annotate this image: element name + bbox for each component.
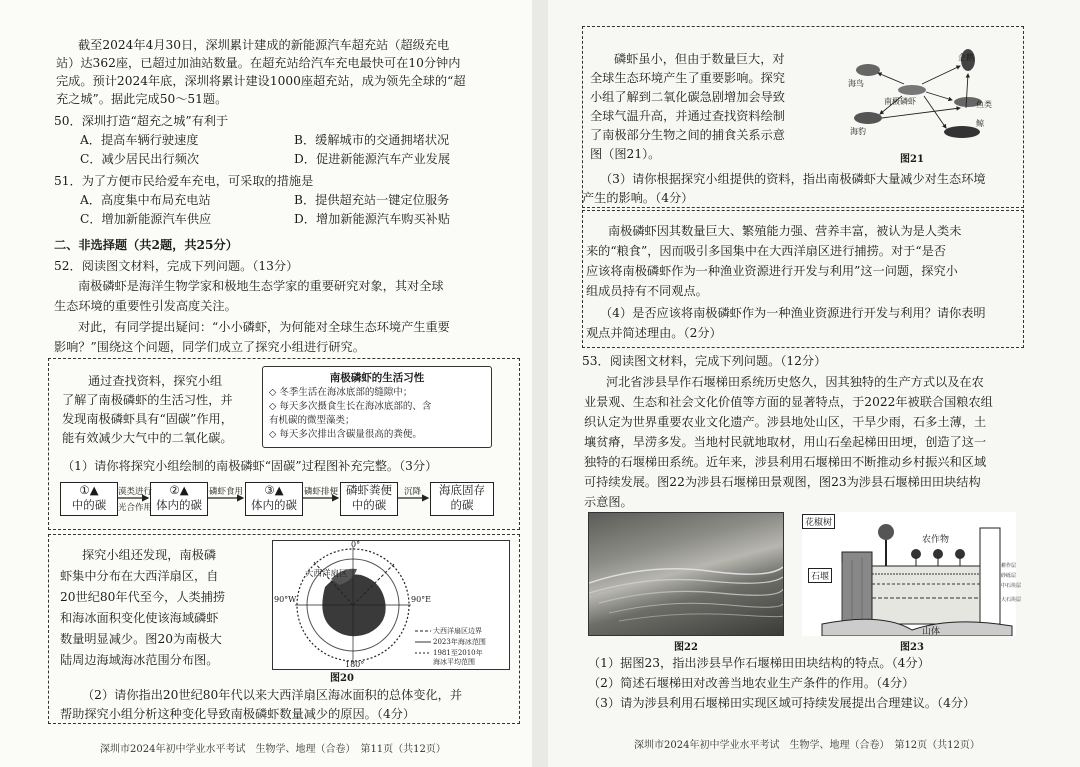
box-text: 南极磷虾因其数量巨大、繁殖能力强、营养丰富，被认为是人类未 bbox=[608, 224, 962, 238]
q53-3-prompt: （3）请为涉县利用石堰梯田实现区域可持续发展提出合理建议。（4分） bbox=[588, 696, 976, 710]
q50-option-b: B．缓解城市的交通拥堵状况 bbox=[294, 133, 450, 147]
arrow-label: 磷虾食用 bbox=[209, 487, 244, 497]
legend-item: 1981至2010年 bbox=[433, 649, 483, 657]
food-web-label: 鲸 bbox=[976, 119, 984, 128]
box-text: 陆周边海域海冰范围分布图。 bbox=[60, 653, 219, 667]
flow-step-1: ①▲ 中的碳 bbox=[60, 482, 118, 516]
box-text: 了解了南极磷虾的生活习性，并 bbox=[62, 393, 233, 407]
flow-step-2: ②▲ 体内的碳 bbox=[150, 482, 208, 516]
habit-item: 有机碳的微型藻类； bbox=[269, 415, 355, 426]
q52-2-prompt: （2）请你指出20世纪80年代以来大西洋扇区海冰面积的总体变化，并 bbox=[82, 688, 463, 702]
box-text: 通过查找资料，探究小组 bbox=[88, 374, 223, 388]
figure-20-caption: 图20 bbox=[330, 673, 354, 684]
terrace-structure bbox=[802, 512, 1016, 636]
flow-step-4: 磷虾粪便 中的碳 bbox=[340, 482, 398, 516]
arrow-label: 漠类进行 bbox=[118, 487, 153, 497]
intro-line: 截至2024年4月30日，深圳累计建成的新能源汽车超充站（超级充电 bbox=[78, 38, 450, 52]
food-web-label: 鱼类 bbox=[976, 100, 992, 109]
figure-21-caption: 图21 bbox=[900, 154, 924, 165]
q52-text: 生态环境的重要性引发高度关注。 bbox=[54, 299, 237, 313]
q52-1-prompt: （1）请你将探究小组绘制的南极磷虾“固碳”过程图补充完整。（3分） bbox=[62, 459, 438, 473]
flow-step-3: ③▲ 体内的碳 bbox=[245, 482, 303, 516]
intro-line: 站）达362座，已超过加油站数量。在超充站给汽车充电最快可在10分钟内 bbox=[56, 56, 461, 70]
legend-item: 2023年海冰范围 bbox=[433, 638, 486, 646]
q51-option-b: B．提供超充站一键定位服务 bbox=[294, 193, 450, 207]
q52-4-prompt: 观点并简述理由。（2分） bbox=[586, 326, 722, 340]
q53-text: 可持续发展。图22为涉县石堰梯田景观图，图23为涉县石堰梯田田块结构 bbox=[584, 475, 981, 489]
box-text: 全球生态环境产生了重要影响。探究 bbox=[590, 71, 785, 85]
box-text: 小组了解到二氧化碳急剧增加会导致 bbox=[590, 90, 785, 104]
map-label-atlantic: 大西洋扇区 bbox=[305, 569, 348, 579]
label-pepper-tree: 花椒树 bbox=[802, 514, 835, 529]
legend-item: 海冰平均范围 bbox=[433, 658, 475, 666]
box-text: 数量明显减少。图20为南极大 bbox=[60, 632, 222, 646]
left-page bbox=[0, 0, 532, 767]
layer-label: 耕作层 bbox=[1001, 563, 1017, 569]
habit-item: ◇ 每天多次排出含碳量很高的粪便。 bbox=[269, 429, 422, 440]
figure-22-caption: 图22 bbox=[674, 642, 698, 653]
q50-option-c: C．减少居民出行频次 bbox=[80, 152, 200, 166]
box-text: 和海冰面积变化使该海域磷虾 bbox=[60, 611, 219, 625]
legend-item: 大西洋扇区边界 bbox=[433, 627, 482, 635]
page-footer: 深圳市2024年初中学业水平考试 生物学、地理（合卷） 第12页（共12页） bbox=[634, 740, 980, 751]
habit-item: ◇ 每天多次摄食生长在海冰底部的、含 bbox=[269, 401, 432, 412]
q52-3-prompt: （3）请你根据探究小组提供的资料，指出南极磷虾大量减少对生态环境 bbox=[600, 172, 986, 186]
q52-text: 南极磷虾是海洋生物学家和极地生态学家的重要研究对象，其对全球 bbox=[78, 279, 444, 293]
q53-text: 业景观、生态和社会文化价值等方面的显著特点，于2022年被联合国粮农组 bbox=[584, 395, 993, 409]
box-text: 虾集中分布在大西洋扇区，自 bbox=[60, 569, 219, 583]
right-page bbox=[548, 0, 1080, 767]
arrow-label: 沉降 bbox=[404, 487, 422, 497]
figure-20-map bbox=[272, 540, 510, 670]
box-text: 20世纪80年代至今，人类捕捞 bbox=[60, 590, 226, 604]
q53-stem: 53．阅读图文材料，完成下列问题。（12分） bbox=[582, 354, 827, 368]
habit-item: ◇ 冬季生活在海冰底部的缝隙中； bbox=[269, 387, 413, 398]
q52-text: 对此，有同学提出疑问：“小小磷虾，为何能对全球生态环境产生重要 bbox=[78, 320, 450, 334]
q52-stem: 52．阅读图文材料，完成下列问题。（13分） bbox=[54, 259, 299, 273]
layer-label: 大石块层 bbox=[1001, 597, 1022, 603]
q53-2-prompt: （2）简述石堰梯田对改善当地农业生产条件的作用。（4分） bbox=[588, 676, 915, 690]
intro-line: 充之城”。据此完成50～51题。 bbox=[56, 92, 228, 106]
terrace-pattern bbox=[589, 513, 783, 635]
page-footer: 深圳市2024年初中学业水平考试 生物学、地理（合卷） 第11页（共12页） bbox=[100, 744, 446, 755]
q50-option-a: A．提高车辆行驶速度 bbox=[80, 133, 199, 147]
q50-option-d: D．促进新能源汽车产业发展 bbox=[294, 152, 451, 166]
q50-stem: 50．深圳打造“超充之城”有利于 bbox=[54, 114, 229, 128]
layer-label: 砂砾层 bbox=[1001, 573, 1017, 579]
box-text: 来的“粮食”，因而吸引多国集中在大西洋扇区进行捕捞。对于“是否 bbox=[586, 244, 946, 258]
map-label-180: 180° bbox=[345, 660, 365, 669]
q53-text: 壤贫瘠，旱涝多发。当地村民就地取材，用山石垒起梯田田埂，创造了这一 bbox=[584, 435, 987, 449]
q53-text: 织认定为世界重要农业文化遗产。涉县地处山区，干旱少雨，石多土薄，土 bbox=[584, 415, 987, 429]
food-web-label: 企鹅 bbox=[958, 53, 974, 62]
q52-text: 影响？”围绕这个问题，同学们成立了探究小组进行研究。 bbox=[54, 340, 365, 354]
map-label-90w: 90°W bbox=[274, 595, 297, 604]
q52-3-prompt: 产生的影响。（4分） bbox=[582, 191, 694, 205]
arrow-label: 磷虾排便 bbox=[304, 487, 339, 497]
q51-option-c: C．增加新能源汽车供应 bbox=[80, 212, 212, 226]
q51-option-d: D．增加新能源汽车购买补贴 bbox=[294, 212, 451, 226]
q53-text: 示意图。 bbox=[584, 495, 633, 509]
figure-23-caption: 图23 bbox=[900, 642, 924, 653]
figure-22-photo bbox=[588, 512, 784, 636]
box-text: 磷虾虽小，但由于数量巨大，对 bbox=[614, 52, 785, 66]
figure-23-diagram bbox=[802, 512, 1022, 637]
flow-step-5: 海底固存 的碳 bbox=[430, 482, 494, 516]
q51-option-a: A．高度集中布局充电站 bbox=[80, 193, 211, 207]
q53-text: 河北省涉县旱作石堰梯田系统历史悠久，因其独特的生产方式以及在农 bbox=[606, 375, 984, 389]
intro-line: 完成。预计2024年底，深圳将累计建设1000座超充站，成为领先全球的“超 bbox=[56, 74, 466, 88]
map-label-0: 0° bbox=[351, 540, 361, 549]
map-label-90e: 90°E bbox=[411, 595, 432, 604]
q53-1-prompt: （1）据图23，指出涉县旱作石堰梯田田块结构的特点。（4分） bbox=[588, 656, 930, 670]
box-text: 组成员持有不同观点。 bbox=[586, 284, 708, 298]
box-text: 能有效减少大气中的二氧化碳。 bbox=[62, 431, 233, 445]
q52-2-prompt: 帮助探究小组分析这种变化导致南极磷虾数量减少的原因。（4分） bbox=[60, 707, 416, 721]
box-text: 图（图21）。 bbox=[590, 147, 661, 161]
box-text: 发现南极磷虾具有“固碳”作用， bbox=[62, 412, 233, 426]
arrow-label: 光合作用 bbox=[118, 503, 153, 513]
box-text: 探究小组还发现，南极磷 bbox=[82, 548, 217, 562]
label-hill: 山体 bbox=[922, 627, 941, 637]
box-text: 了南极部分生物之间的捕食关系示意 bbox=[590, 128, 785, 142]
food-web-label: 南极磷虾 bbox=[884, 97, 916, 106]
food-web-label: 海豹 bbox=[850, 127, 866, 136]
label-stone-wall: 石堰 bbox=[808, 568, 832, 583]
q53-text: 独特的石堰梯田系统。近年来，涉县利用石堰梯田不断推动乡村振兴和区域 bbox=[584, 455, 987, 469]
habits-title: 南极磷虾的生活习性 bbox=[329, 372, 425, 384]
layer-label: 中石块层 bbox=[1001, 583, 1022, 589]
section-heading: 二、非选择题（共2题，共25分） bbox=[54, 238, 238, 252]
q51-stem: 51．为了方便市民给爱车充电，可采取的措施是 bbox=[54, 174, 314, 188]
q52-4-prompt: （4）是否应该将南极磷虾作为一种渔业资源进行开发与利用？请你表明 bbox=[600, 306, 986, 320]
box-text: 应该将南极磷虾作为一种渔业资源进行开发与利用”这一问题，探究小 bbox=[586, 264, 958, 278]
box-text: 全球气温升高，并通过查找资料绘制 bbox=[590, 109, 785, 123]
label-crop: 农作物 bbox=[922, 535, 950, 545]
food-web-label: 海鸟 bbox=[848, 79, 864, 88]
